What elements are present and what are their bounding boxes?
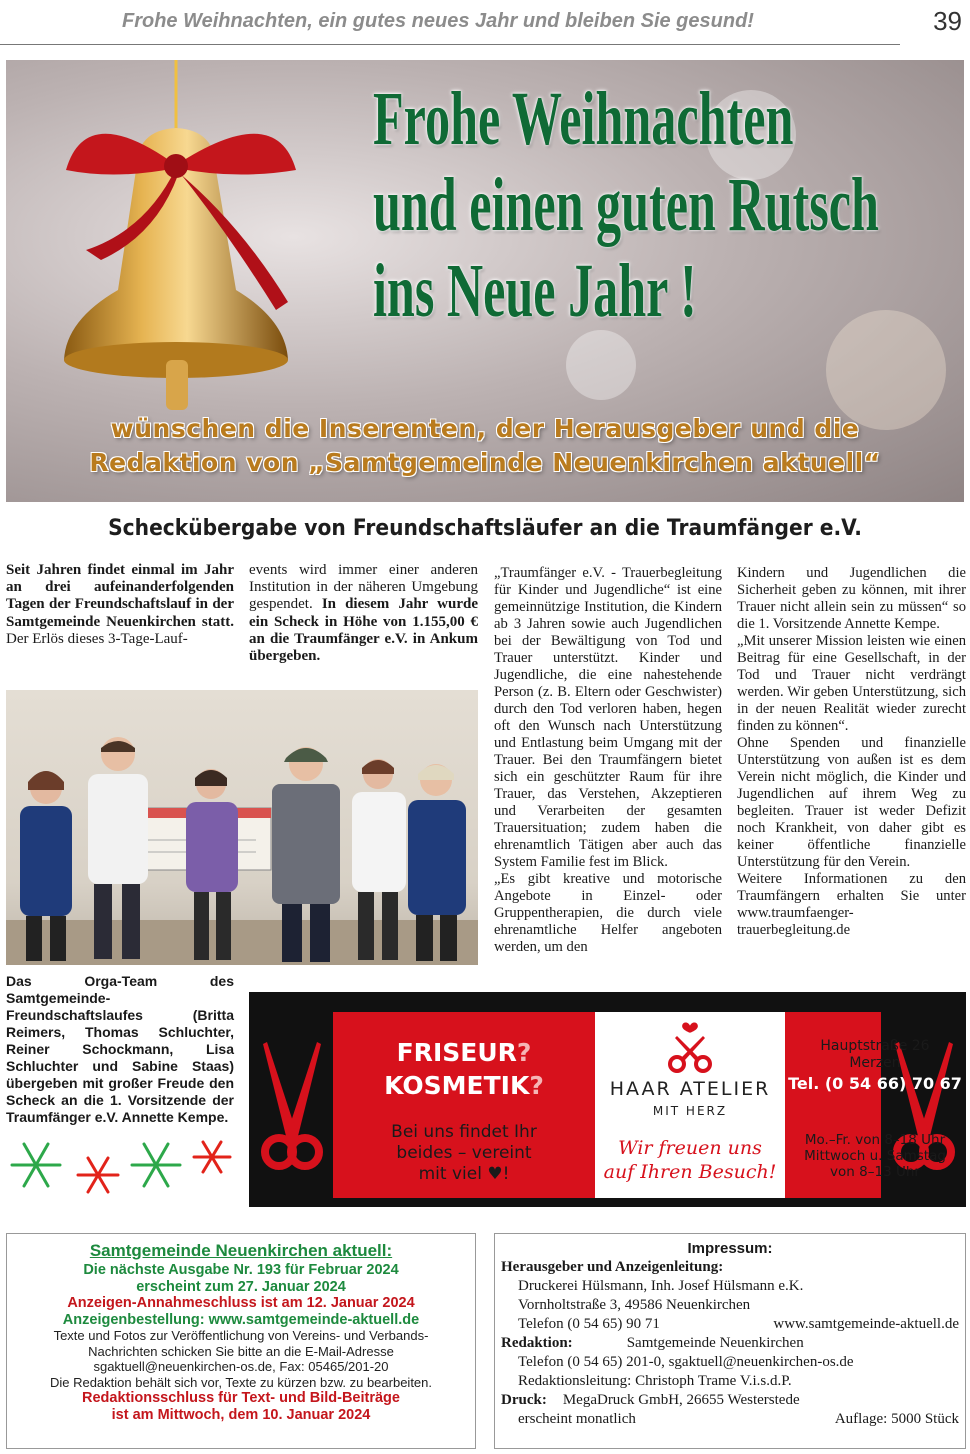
article-paragraph: „Traumfänger e.V. - Trauerbegleitung für Kinder und Jugendliche“ ist eine gemeinnützige Institution, die Kindern ab 3 Jahren sowie auch Jugendlichen bei der Bewältigung von Tod und Trauer unterstützt. Kinder und Jugendliche, die eine nahestehende Person (z. B. Eltern oder Geschwister) durch den Tod verloren haben, hegen oft den Wunsch nach Unterstützung und Entlastung beim Umgang mit der Trauer. Bei den Traumfängern bietet sich ein geschützter Raum für ihre Trauer, das Verstehen, Akzeptieren und Verarbeiten der gesamten Trauersituation; zudem haben die ehrenamtlich Tätigen aber auch das System Familie fest im Blick. — [494, 565, 722, 870]
group-photo-illustration — [6, 690, 478, 965]
ad-question-mark: ? — [516, 1038, 532, 1067]
notice-deadline: ist am Mittwoch, dem 10. Januar 2024 — [111, 1406, 371, 1423]
ad-welcome-line: Wir freuen uns — [618, 1137, 762, 1159]
impressum-editorial-lead: Redaktionsleitung: Christoph Trame V.i.s.d.P. — [518, 1373, 792, 1389]
ad-phone: Tel. (0 54 66) 70 67 — [788, 1074, 962, 1093]
banner-subtitle — [6, 412, 964, 480]
bokeh-light — [566, 330, 636, 400]
banner-title-line: ins Neue Jahr ! — [373, 249, 697, 333]
ad-street: Hauptstraße 26 — [820, 1038, 930, 1054]
impressum-publisher-web: www.samtgemeinde-aktuell.de — [773, 1316, 959, 1332]
article-text: events wird immer einer anderen Institution in der näheren Umgebung gespendet. — [249, 562, 478, 613]
snowflake-icon — [132, 1144, 180, 1186]
ad-slogan-line: mit viel ♥! — [418, 1164, 510, 1184]
impressum-editorial-contact: Telefon (0 54 65) 201-0, sgaktuell@neuenkirchen-os.de — [518, 1354, 854, 1370]
impressum-print-name: MegaDruck GmbH, 26655 Westerstede — [562, 1392, 800, 1408]
ad-city: Merzen — [849, 1055, 901, 1071]
article-photo — [6, 690, 478, 965]
ad-panel — [333, 1012, 962, 1198]
ad-slogan — [333, 1122, 595, 1185]
salon-advertisement — [249, 992, 966, 1207]
notice-next-issue: Die nächste Ausgabe Nr. 193 für Februar 2024 — [83, 1262, 399, 1278]
heart-scissors-icon — [663, 1022, 717, 1074]
article-column-1 — [6, 562, 234, 648]
article-column-2 — [249, 562, 478, 665]
impressum-circulation: Auflage: 5000 Stück — [834, 1411, 959, 1427]
banner-title-line: und einen guten Rutsch — [373, 163, 879, 247]
ad-logo-panel — [595, 1012, 785, 1198]
article-paragraph: Ohne Spenden und finanzielle Unterstützung von außen ist es dem Verein nicht möglich, die Kinder und Jugendlichen auf ihrem Weg zu begleiten. Trauer ist weder Defizit noch Krankheit, von daher gibt es keiner öffentliche finanzielle Unterstützung für den Verein. — [737, 735, 966, 870]
banner-subtitle-line: wünschen die Inserenten, der Herausgeber und die — [110, 414, 860, 443]
article-column-4 — [737, 565, 966, 939]
ad-opening-hours — [785, 1132, 965, 1180]
article-paragraph: „Es gibt kreative und motorische Angebote in Einzel- oder Gruppentherapien, die durch viele ehrenamtliche Helfer angeboten werden, um den — [494, 871, 722, 955]
notice-text: Die Redaktion behält sich vor, Texte zu kürzen bzw. zu bearbeiten. — [49, 1374, 433, 1390]
article-column-3 — [494, 565, 722, 956]
notice-deadline: Redaktionsschluss für Text- und Bild-Beiträge — [82, 1390, 400, 1406]
article-paragraph: Kindern und Jugendlichen die Sicherheit geben zu können, mit ihrer Trauer nicht allein sein zu müssen“ so die 1. Vorsitzende Annette Kempe. — [737, 565, 966, 632]
page-number: 39 — [933, 6, 962, 36]
impressum-editorial-name: Samtgemeinde Neuenkirchen — [626, 1335, 804, 1351]
article-paragraph: Weitere Informationen zu den Traumfängern erhalten Sie unter www.traumfaenger-trauerbegleitung.de — [737, 871, 966, 938]
notice-text: Texte und Fotos zur Veröffentlichung von Vereins- und Verbands- — [53, 1328, 429, 1343]
banner-title-line: Frohe Weihnachten — [373, 77, 794, 161]
scissors-icon — [257, 1032, 327, 1172]
running-header: Frohe Weihnachten, ein gutes neues Jahr und bleiben Sie gesund! — [122, 10, 754, 32]
notice-text: Nachrichten schicken Sie bitte an die E-Mail-Adresse — [88, 1343, 394, 1359]
impressum-print-label: Druck: — [501, 1392, 547, 1408]
notice-title: Samtgemeinde Neuenkirchen aktuell: — [89, 1241, 393, 1260]
snowflake-icon — [78, 1158, 118, 1192]
impressum-publisher-phone: Telefon (0 54 65) 90 71 — [518, 1316, 660, 1332]
impressum — [494, 1233, 966, 1449]
notice-ad-deadline: Anzeigen-Annahmeschluss ist am 12. Januar 2024 — [67, 1295, 415, 1311]
ad-welcome-line: auf Ihren Besuch! — [603, 1161, 777, 1183]
ad-hours-line: Mittwoch u. Samstag — [804, 1148, 946, 1164]
ad-welcome — [595, 1136, 785, 1184]
snowflake-icon — [12, 1144, 60, 1186]
notice-text: sgaktuell@neuenkirchen-os.de, Fax: 05465/201-20 — [93, 1359, 389, 1374]
bell-illustration — [26, 60, 356, 420]
impressum-title: Impressum: — [687, 1240, 773, 1257]
article-paragraph: „Mit unserer Mission leisten wie einen Beitrag für eine Gesellschaft, in der Tod und Trauer nicht verdrängt werden. Wir geben Unterstützung, sich in der neuen Realität wieder zurecht finden zu können“. — [737, 633, 966, 734]
ad-hours-line: Mo.–Fr. von 8–18 Uhr — [804, 1132, 946, 1148]
ad-services — [333, 1036, 595, 1102]
impressum-body — [495, 1258, 965, 1429]
impressum-publisher-address: Vornholtstraße 3, 49586 Neuenkirchen — [518, 1297, 751, 1313]
impressum-frequency: erscheint monatlich — [518, 1411, 636, 1427]
ad-address — [785, 1038, 965, 1072]
notice-ad-order: Anzeigenbestellung: www.samtgemeinde-aktuell.de — [62, 1311, 420, 1328]
banner-title — [373, 76, 879, 334]
notice-next-issue: erscheint zum 27. Januar 2024 — [136, 1278, 346, 1295]
next-issue-notice — [6, 1233, 476, 1449]
article-lead-normal: Der Erlös dieses 3-Tage-Lauf- — [6, 630, 188, 647]
impressum-publisher-name: Druckerei Hülsmann, Inh. Josef Hülsmann e.K. — [518, 1278, 804, 1294]
impressum-editorial-label: Redaktion: — [501, 1335, 573, 1351]
article-headline: Scheckübergabe von Freundschaftsläufer an die Traumfänger e.V. — [108, 516, 862, 541]
banner-subtitle-line: Redaktion von „Samtgemeinde Neuenkirchen aktuell“ — [89, 448, 881, 477]
ad-question-mark: ? — [529, 1071, 544, 1100]
ad-kosmetik: KOSMETIK — [384, 1071, 530, 1100]
snowflake-decoration — [6, 1137, 234, 1203]
photo-caption: Das Orga-Team des Samtgemeinde-Freundschaftslaufes (Britta Reimers, Thomas Schluchter, Reiner Schockmann, Lisa Schluchter und Sabine Staas) übergeben mit großer Freude den Scheck an die 1. Vorsitzende der Traumfänger e.V. Annette Kempe. — [6, 973, 234, 1125]
article-text-bold: In diesem Jahr wurde ein Scheck in Höhe von 1.155,00 € an die Traumfänger e.V. in Ankum übergeben. — [249, 596, 478, 665]
ad-hours-line: von 8–13 Uhr — [830, 1164, 920, 1180]
ad-friseur: FRISEUR — [396, 1038, 517, 1067]
ad-brand: HAAR ATELIER — [609, 1078, 771, 1100]
christmas-banner — [6, 60, 964, 502]
snowflake-icon — [194, 1142, 230, 1172]
ad-slogan-line: Bei uns findet Ihr — [391, 1122, 537, 1142]
ad-brand-sub: MIT HERZ — [652, 1104, 728, 1118]
impressum-publisher-label: Herausgeber und Anzeigenleitung: — [501, 1259, 724, 1275]
header-rule — [0, 44, 900, 45]
article-lead-bold: Seit Jahren findet einmal im Jahr an drei aufeinanderfolgenden Tagen der Freundschaftslauf in der Samtgemeinde Neuenkirchen statt. — [6, 562, 234, 630]
ad-slogan-line: beides – vereint — [396, 1143, 532, 1163]
